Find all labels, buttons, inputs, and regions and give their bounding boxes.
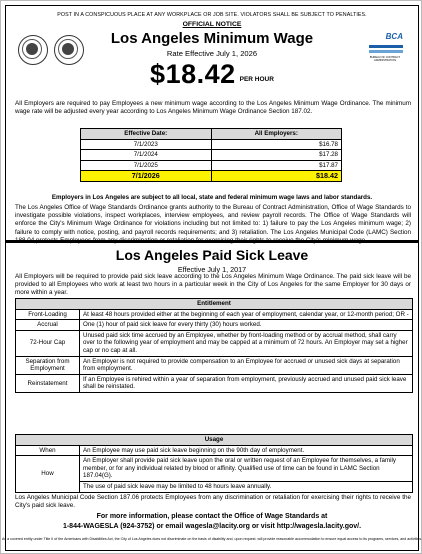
table-row: [81, 139, 342, 150]
posting-notice: POST IN A CONSPICUOUS PLACE AT ANY WORKPLACE OR JOB SITE. VIOLATORS SHALL BE SUBJECT TO PENALTIES.: [57, 12, 367, 18]
row-text: At least 48 hours provided either at the beginning of each year of employment, calendar year, or 12-month period; OR -: [80, 309, 413, 320]
effective-date-cell: 7/1/2025: [81, 160, 212, 171]
row-text: Unused paid sick time accrued by an Employee, whether by front-loading method or by accrual method, shall carry over to the following year of employment and may be capped at a minimum of 72 hours. An Employer may set a higher cap or no cap at all.: [80, 330, 413, 356]
row-text: The use of paid sick leave may be limited to 48 hours leave annually.: [80, 481, 413, 492]
entitlement-header: Entitlement: [16, 299, 413, 310]
rate-effective-date: Rate Effective July 1, 2026: [166, 49, 258, 58]
usage-table: [15, 434, 413, 493]
subject-to-laws-statement: Employers in Los Angeles are subject to all local, state and federal minimum wage laws and labor standards.: [51, 194, 373, 201]
bca-logo-subtext: BUREAU OF CONTRACT ADMINISTRATION: [369, 56, 401, 62]
row-label: Reinstatement: [16, 374, 80, 392]
minimum-wage-intro: All Employers are required to pay Employees a new minimum wage according to the Los Angeles Minimum Wage Ordinance. The minimum wage rate will be adjusted every year according to Los Angeles Minimum Wage Ordinance Section 187.02.: [15, 100, 411, 116]
per-hour-label: PER HOUR: [239, 76, 274, 83]
sick-leave-title: Los Angeles Paid Sick Leave: [115, 247, 309, 263]
row-label: Front-Loading: [16, 309, 80, 320]
table-row: [81, 150, 342, 161]
rate-amount: $18.42: [150, 59, 236, 89]
wage-cell: $16.78: [211, 139, 342, 150]
effective-date-cell: 7/1/2024: [81, 150, 212, 161]
row-label: How: [16, 456, 80, 492]
table-row: [16, 356, 413, 374]
table-header-effective-date: Effective Date:: [81, 129, 212, 140]
section-divider: [6, 240, 418, 243]
table-row: [81, 160, 342, 171]
sick-leave-intro: All Employers will be required to provide paid sick leave according to the Los Angeles Minimum Wage Ordinance. The paid sick leave will be provided to all Employees who work at least two hours in a particular week in the City of Los Angeles for the same Employer for 30 days or more within a year.: [15, 273, 411, 297]
contact-line: 1-844-WAGESLA (924-3752) or email wagesla@lacity.org or visit http://wagesla.lacity.gov/.: [62, 523, 362, 530]
table-row: [16, 456, 413, 482]
minimum-wage-title: Los Angeles Minimum Wage: [110, 30, 314, 47]
table-header-all-employers: All Employers:: [211, 129, 342, 140]
enforcement-paragraph: The Los Angeles Office of Wage Standards Ordinance grants authority to the Bureau of Contract Administration, Office of Wage Standards to investigate possible violations, inspect workplaces, interview employees, and review payroll records. The Office of Wage Standards will enforce the City's Minimum Wage Ordinance for violations including but not limited to: 1) failure to pay the Los Angeles minimum wage; 2) failure to comply with notice, posting, and payroll records requirements; and 3) retaliation. The Los Angeles Municipal Code (LAMC) Section: [15, 204, 411, 236]
row-text: If an Employee is rehired within a year of separation from employment, previously accrued and unused paid sick leave shall be reinstated.: [80, 374, 413, 392]
row-label: When: [16, 445, 80, 456]
more-info-line: For more information, please contact the Office of Wage Standards at: [96, 513, 328, 520]
table-row: [16, 445, 413, 456]
rate-schedule-table: [80, 128, 342, 182]
bca-logo-text: BCA: [385, 32, 403, 41]
table-row-current: [81, 171, 342, 182]
row-label: Separation from Employment: [16, 356, 80, 374]
effective-date-cell: 7/1/2023: [81, 139, 212, 150]
ada-fine-print: As a covered entity under Title II of the Americans with Disabilities Act, the City of Los Angeles does not discriminate on the basis of disability and, upon request, will provide reasonable accommodation to ensure equal access to its programs, services, and activities.: [1, 537, 422, 541]
usage-header: Usage: [16, 435, 413, 446]
row-label: 72-Hour Cap: [16, 330, 80, 356]
entitlement-table: [15, 298, 413, 393]
row-text: An Employer is not required to provide compensation to an Employee for accrued or unused sick days at separation from employment.: [80, 356, 413, 374]
wage-cell: $17.87: [211, 160, 342, 171]
row-text: One (1) hour of paid sick leave for every thirty (30) hours worked.: [80, 320, 413, 331]
table-row: [16, 309, 413, 320]
sick-leave-effective-date: Effective July 1, 2017: [177, 265, 247, 274]
table-row: [16, 320, 413, 331]
row-label: Accrual: [16, 320, 80, 331]
current-rate: [1, 59, 422, 90]
row-text: An Employee may use paid sick leave beginning on the 90th day of employment.: [80, 445, 413, 456]
retaliation-protection: Los Angeles Municipal Code Section 187.06 protects Employees from any discrimination or retaliation for exercising their rights to receive the City's paid sick leave.: [15, 494, 411, 510]
table-row: [16, 330, 413, 356]
effective-date-cell: 7/1/2026: [81, 171, 212, 182]
wage-cell: $18.42: [211, 171, 342, 182]
wage-cell: $17.28: [211, 150, 342, 161]
official-notice-label: OFFICIAL NOTICE: [182, 21, 242, 28]
table-row: [16, 374, 413, 392]
row-text: An Employer shall provide paid sick leave upon the oral or written request of an Employee for themselves, a family member, or for any individual related by blood or affinity. Qualified use of time can be found in LAMC Section 187.04(G).: [80, 456, 413, 482]
